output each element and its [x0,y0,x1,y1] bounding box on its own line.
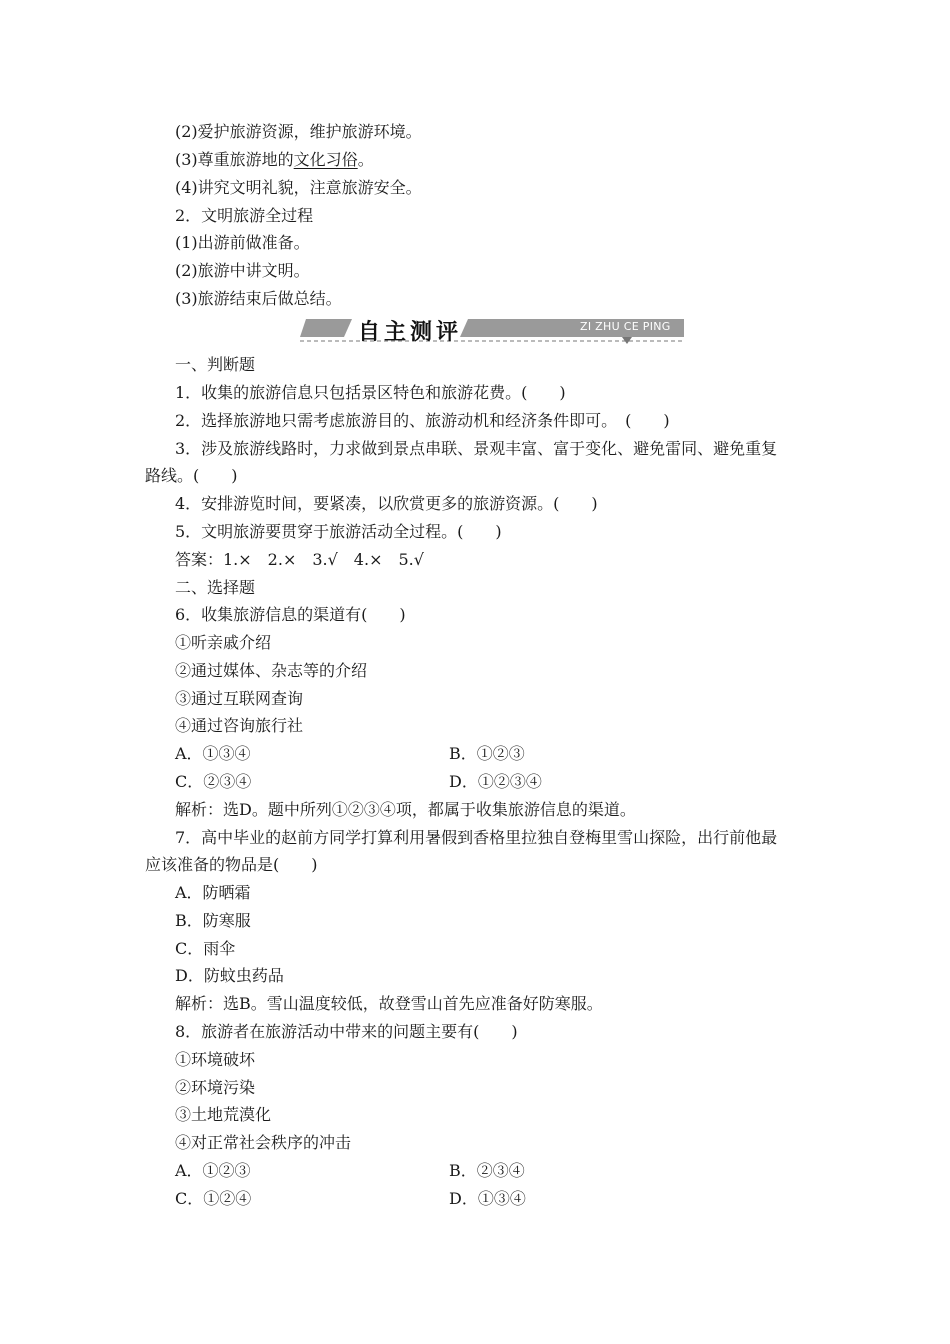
underlined-term: 文化习俗 [293,150,358,169]
question-1: 1．收集的旅游信息只包括景区特色和旅游花费。( ) [175,383,566,402]
question-5: 5．文明旅游要贯穿于旅游活动全过程。( ) [175,522,502,541]
option-d: D．①②③④ [449,772,542,791]
option-b: B．①②③ [449,744,525,763]
option-a: A．①③④ [175,744,251,763]
analysis: 解析：选B。雪山温度较低，故登雪山首先应准备好防寒服。 [175,994,603,1013]
question-7-cont: 应该准备的物品是( ) [145,855,318,874]
question-3: 3．涉及旅游线路时，力求做到景点串联、景观丰富、富于变化、避免雷同、避免重复 [175,439,778,458]
list-item: ①环境破坏 [175,1050,256,1069]
text-line: (3)旅游结束后做总结。 [175,289,342,308]
subheading: 2．文明旅游全过程 [175,206,314,225]
option-c: C．②③④ [175,772,252,791]
section-heading: 一、判断题 [175,355,256,374]
list-item: ③土地荒漠化 [175,1105,272,1124]
text-line: (4)讲究文明礼貌，注意旅游安全。 [175,178,422,197]
list-item: ③通过互联网查询 [175,689,304,708]
list-item: ②通过媒体、杂志等的介绍 [175,661,368,680]
list-item: ①听亲戚介绍 [175,633,272,652]
option-c: C．雨伞 [175,939,236,958]
list-item: ④通过咨询旅行社 [175,716,304,735]
text-line: (2)爱护旅游资源，维护旅游环境。 [175,122,422,141]
banner-left-bar [300,319,352,337]
option-a: A．防晒霜 [175,883,251,902]
question-6: 6．收集旅游信息的渠道有( ) [175,605,406,624]
text-fragment: (3)尊重旅游地的 [175,150,294,169]
text-line: (1)出游前做准备。 [175,233,310,252]
banner-title: 自主测评 [358,320,463,345]
option-c: C．①②④ [175,1189,252,1208]
section-heading: 二、选择题 [175,578,256,597]
question-8: 8．旅游者在旅游活动中带来的问题主要有( ) [175,1022,518,1041]
question-3-cont: 路线。( ) [145,466,238,485]
option-b: B．②③④ [449,1161,525,1180]
text-fragment: 。 [357,150,374,169]
banner-subtitle: ZI ZHU CE PING [580,320,671,333]
question-4: 4．安排游览时间，要紧凑，以欣赏更多的旅游资源。( ) [175,494,598,513]
text-line: (2)旅游中讲文明。 [175,261,310,280]
question-2: 2．选择旅游地只需考虑旅游目的、旅游动机和经济条件即可。 ( ) [175,411,670,430]
option-b: B．防寒服 [175,911,251,930]
list-item: ②环境污染 [175,1078,256,1097]
option-d: D．①③④ [449,1189,526,1208]
list-item: ④对正常社会秩序的冲击 [175,1133,352,1152]
question-7: 7．高中毕业的赵前方同学打算利用暑假到香格里拉独自登梅里雪山探险，出行前他最 [175,828,778,847]
answer-key: 答案：1.× 2.× 3.√ 4.× 5.√ [175,550,424,569]
option-a: A．①②③ [175,1161,251,1180]
text-line [175,150,374,170]
section-banner [300,314,684,344]
analysis: 解析：选D。题中所列①②③④项，都属于收集旅游信息的渠道。 [175,800,636,819]
option-d: D．防蚊虫药品 [175,966,284,985]
